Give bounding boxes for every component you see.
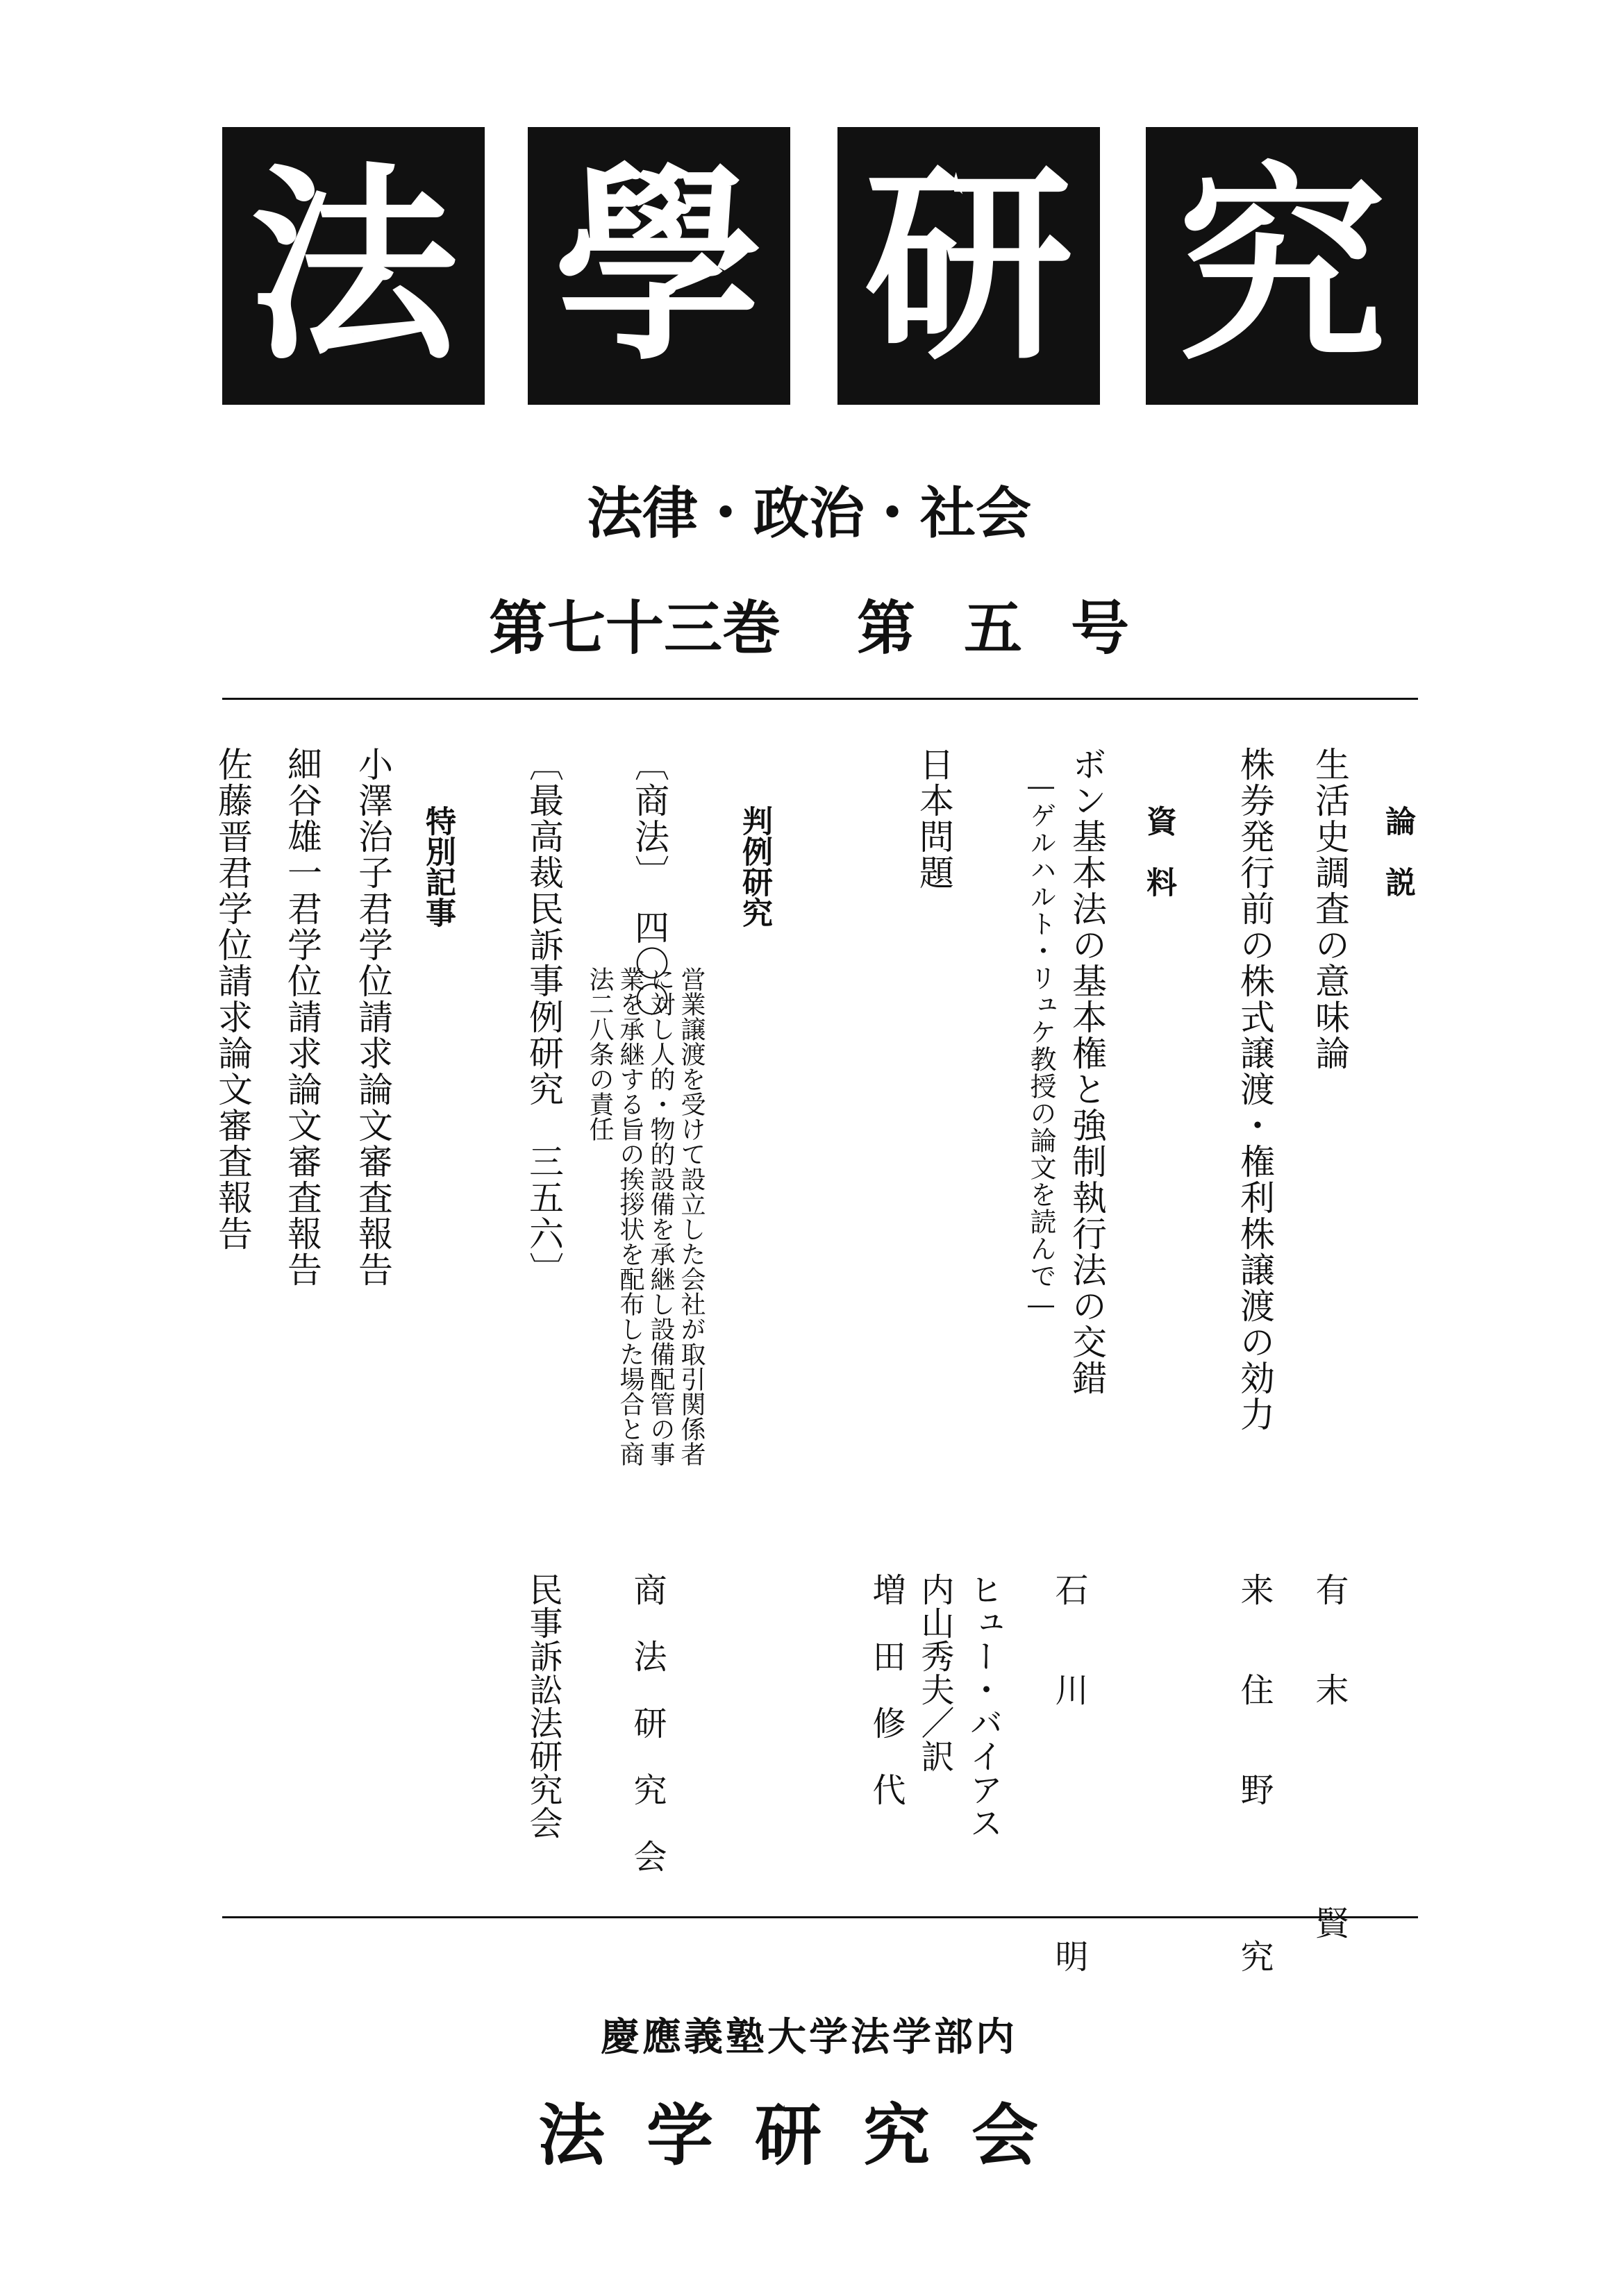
- masthead-block-3: [837, 127, 1100, 405]
- article-author-4-original: ヒュー・バイアス: [964, 1573, 1003, 1839]
- article-subtitle-3: ―ゲルハルト・リュケ教授の論文を読んで―: [1026, 771, 1056, 1321]
- article-title-4[interactable]: 日本問題: [914, 746, 954, 891]
- case-description-1-line3: 業を承継する旨の挨拶状を配布した場合と商: [616, 966, 644, 1466]
- report-title-3[interactable]: 佐藤晋君学位請求論文審査報告: [212, 746, 253, 1252]
- masthead-char: 究: [1178, 143, 1386, 388]
- article-author-4-translator-2: 増 田 修 代: [867, 1573, 906, 1806]
- article-title-3[interactable]: ボン基本法の基本権と強制執行法の交錯: [1067, 746, 1107, 1396]
- article-title-1[interactable]: 生活史調査の意味論: [1310, 746, 1350, 1071]
- bottom-divider: [222, 1916, 1418, 1918]
- article-author-4-translator: 内山秀夫／訳: [915, 1573, 954, 1773]
- case-author-2: 民事訴訟法研究会: [524, 1573, 562, 1839]
- section-heading-shiryo: 資 料: [1141, 805, 1176, 897]
- volume-label: 第七十三巻: [488, 594, 781, 662]
- article-author-3: 石 川 明: [1049, 1573, 1088, 1972]
- masthead-char: 研: [865, 143, 1073, 388]
- top-divider: [222, 698, 1418, 700]
- case-label-2[interactable]: 〔最高裁民訴事例研究 三五六〕: [524, 746, 564, 1288]
- article-author-1: 有 末 賢: [1310, 1573, 1349, 1939]
- masthead-block-2: [528, 127, 790, 405]
- case-author-1: 商 法 研 究 会: [628, 1573, 667, 1872]
- masthead-char: 學: [555, 143, 763, 388]
- article-author-2: 来 住 野 究: [1235, 1573, 1274, 1972]
- volume-number: [0, 582, 1618, 666]
- issue-prefix: 第: [856, 594, 915, 662]
- issue-number: 五: [964, 594, 1023, 662]
- report-title-2[interactable]: 細谷雄一君学位請求論文審査報告: [282, 746, 322, 1288]
- case-description-1-line4: 法二八条の責任: [585, 966, 614, 1141]
- masthead-char: 法: [249, 143, 458, 388]
- section-heading-ronsetsu: 論 説: [1380, 805, 1415, 897]
- masthead-block-1: [222, 127, 485, 405]
- masthead-block-4: [1146, 127, 1418, 405]
- case-description-1-line1: 営業譲渡を受けて設立した会社が取引関係者: [677, 966, 706, 1466]
- publisher-society: 法学研究会: [538, 2096, 1080, 2175]
- issue-suffix: 号: [1071, 594, 1130, 662]
- section-heading-tokubetsu: 特別記事: [420, 805, 456, 928]
- case-label-1[interactable]: 〔商法〕 四〇〇: [629, 746, 669, 1018]
- journal-subtitle: 法律・政治・社会: [587, 481, 1031, 546]
- article-title-2[interactable]: 株券発行前の株式譲渡・権利株譲渡の効力: [1235, 746, 1275, 1432]
- publisher-affiliation: 慶應義塾大学法学部内: [601, 2015, 1017, 2060]
- case-description-1-line2: に対し人的・物的設備を承継し設備配管の事: [647, 966, 675, 1466]
- section-heading-hanrei: 判例研究: [737, 805, 772, 928]
- report-title-1[interactable]: 小澤治子君学位請求論文審査報告: [353, 746, 393, 1288]
